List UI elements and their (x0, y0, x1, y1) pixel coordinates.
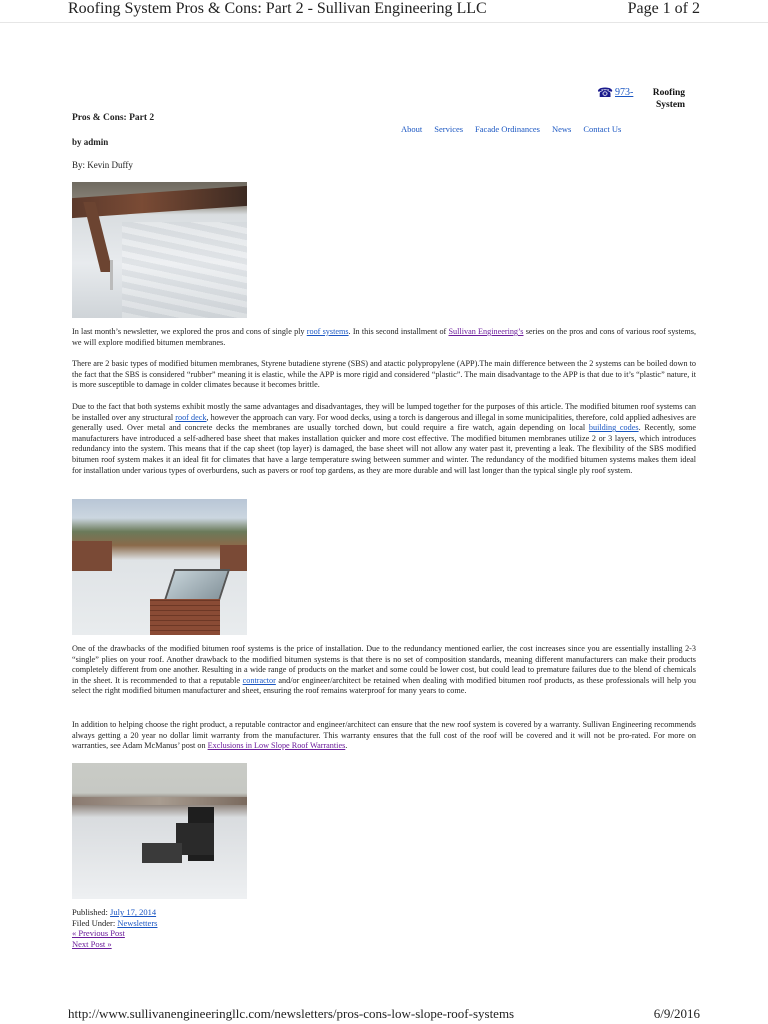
filed-under-link[interactable]: Newsletters (117, 917, 158, 928)
print-header-title: Roofing System Pros & Cons: Part 2 - Sullivan Engineering LLC (68, 0, 487, 17)
roof-railing (142, 843, 182, 863)
paragraph-4-text-b: and/or engineer/architect be retained when dealing with modified bitumen roof products, as these professionals will help you select the right modified bitumen manufacturer and sheet, ensuring the roof remains waterproof for many years to come. (72, 675, 696, 696)
paragraph-4 (72, 644, 696, 697)
link-sullivan-engineering[interactable]: Sullivan Engineering’s (448, 327, 524, 336)
building-right (220, 545, 247, 571)
paragraph-3 (72, 402, 696, 476)
roof-photo-2 (72, 499, 247, 635)
published-label: Published: (72, 907, 111, 917)
post-byline: By: Kevin Duffy (72, 160, 133, 170)
paragraph-5-text-a: In addition to helping choose the right product, a reputable contractor and engineer/architect can ensure that the new roof system is covered by a warranty. Sullivan Engineering recommends always getting a 20 year no dollar limit warranty from the manufacturer. This warranty ensures that the full cost of the roof will be covered and it will not be pro-rated. For more on warranties, see Adam McManus’ post on (72, 720, 696, 751)
paragraph-4-text-a: One of the drawbacks of the modified bitumen roof systems is the price of installation. Due to the redundancy mentioned earlier, the cost increases since you are essentially installing 2-3 “single” plies on your roof. Another drawback to the modified bitumen systems is that there is no set of composition standards, meaning different manufacturers can make their products completely different from one another. Resulting in a wide range of products on the market and some could be lower cost, but could lead to premature failures due to the blend of chemicals in the sheet. It is recommended to that a reputable (72, 644, 696, 685)
vent-pipe (110, 260, 113, 290)
logo-text (641, 87, 685, 111)
main-nav (401, 124, 621, 134)
logo-line-1: Roofing (652, 88, 685, 98)
nav-services[interactable]: Services (434, 124, 464, 134)
print-footer-url: http://www.sullivanengineeringllc.com/newsletters/pros-cons-low-slope-roof-systems (68, 1006, 515, 1021)
next-post-link[interactable]: Next Post » (72, 938, 112, 949)
nav-contact-us[interactable]: Contact Us (583, 124, 622, 134)
published-date-link[interactable]: July 17, 2014 (110, 907, 157, 917)
paragraph-5 (72, 720, 696, 752)
link-exclusions-warranties[interactable]: Exclusions in Low Slope Roof Warranties (207, 741, 346, 751)
link-roof-deck[interactable]: roof deck (175, 412, 207, 422)
link-contractor[interactable]: contractor (242, 675, 276, 685)
brick-parapet (150, 599, 220, 635)
paragraph-1 (72, 327, 696, 348)
nav-news[interactable]: News (551, 124, 572, 134)
paragraph-3-text-a: Due to the fact that both systems exhibit mostly the same advantages and disadvantages, they will be lumped together for the purposes of this article. The modified bitumen roof systems can be installed over any structural (72, 402, 696, 422)
building-left (72, 541, 112, 571)
link-roof-systems[interactable]: roof systems (306, 327, 349, 336)
previous-post-link[interactable]: « Previous Post (72, 928, 125, 938)
post-meta (72, 907, 157, 949)
phone-icon: ☎ (597, 85, 614, 100)
filed-under-label: Filed Under: (72, 917, 118, 928)
contact-block (597, 86, 697, 112)
previous-post-line (72, 928, 157, 939)
post-author: by admin (72, 137, 109, 147)
paragraph-1-text-a: In last month’s newsletter, we explored the pros and cons of single ply (72, 327, 307, 336)
print-header-page-number: Page 1 of 2 (627, 0, 700, 17)
paragraph-3-text-c: . Recently, some manufacturers have introduced a self-adhered base sheet that makes installation quicker and more cost effective. The modified bitumen membranes utilize 2 or 3 layers, which introduces redundancy into the system. This means that if the cap sheet (top layer) is damaged, the base sheet will not allow any water past it, preventing a leak. The flexibility of the SBS modified bitumen roof system makes it an ideal fit for climates that have a large temperature swing between summer and winter. The redundancy of the modified bitumen systems makes them ideal for installation under various types of overburdens, such as pavers or roof top gardens, as they are more durable and will last longer than the typical single ply roof system. (72, 423, 697, 475)
published-line (72, 907, 157, 918)
paragraph-2: There are 2 basic types of modified bitumen membranes, Styrene butadiene styrene (SBS) and atactic polypropylene (APP).The main difference between the 2 systems can be boiled down to the fact that the SBS is considered “rubber” meaning it is elastic, while the APP is more rigid and considered “plastic”. The main disadvantage to the APP is that due to it’s “plastic” nature, it is more susceptible to damage in colder climates because it becomes brittle. (72, 359, 696, 390)
paragraph-1-text-b: . In this second installment of (348, 327, 449, 336)
phone-link[interactable]: 973- (615, 87, 634, 98)
nav-about[interactable]: About (401, 124, 423, 134)
print-footer-date: 6/9/2016 (653, 1006, 700, 1021)
city-skyline (72, 797, 247, 805)
post-title: Pros & Cons: Part 2 (72, 113, 155, 123)
logo-line-2: System (655, 100, 685, 110)
next-post-line (72, 939, 157, 950)
filed-under-line (72, 918, 157, 929)
nav-facade-ordinances[interactable]: Facade Ordinances (475, 124, 540, 134)
link-building-codes[interactable]: building codes (588, 423, 639, 433)
header-divider (0, 22, 768, 23)
paragraph-5-text-b: . (345, 741, 348, 751)
paragraph-1-text-c: series on the pros and cons of various roof systems, we will explore modified bitumen membranes. (72, 327, 696, 347)
membrane-surface (122, 222, 247, 318)
roof-photo-1 (72, 182, 247, 318)
roof-photo-3 (72, 763, 247, 899)
paragraph-3-text-b: , however the approach can vary. For wood decks, using a torch is dangerous and illegal in some municipalities, therefore, cold applied adhesives are generally used. Over metal and concrete decks the membranes are usually torched down, but could require a fire watch, again depending on local (72, 412, 696, 433)
